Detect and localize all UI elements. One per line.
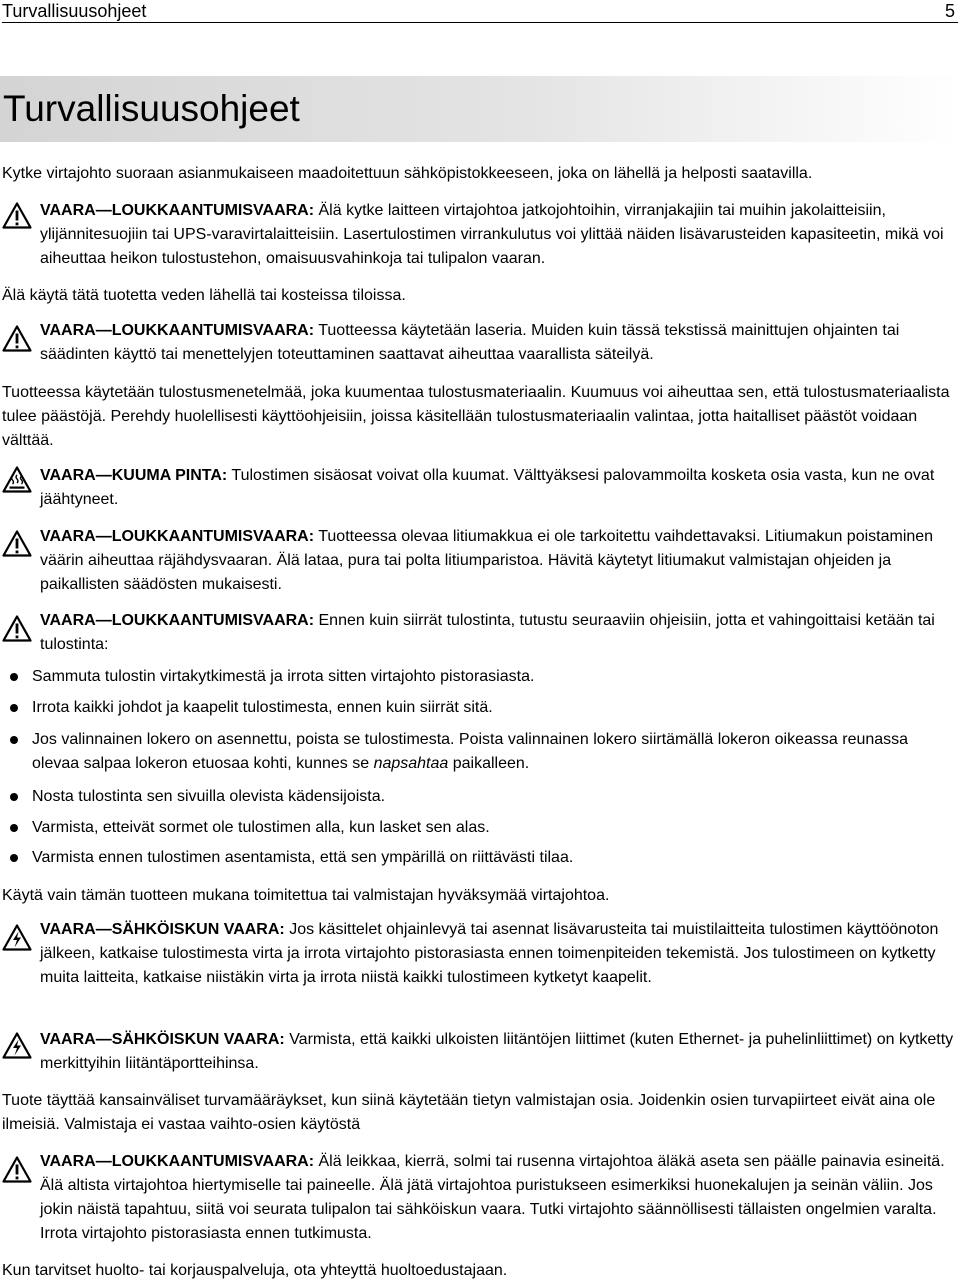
warning-injury-power-cord xyxy=(40,199,958,271)
list-item: Nosta tulostinta sen sivuilla olevista kädensijoista. xyxy=(32,788,386,805)
warning-text: Älä leikkaa, kierrä, solmi tai rusenna virtajohtoa äläkä aseta sen päälle painavia esineitä. Älä altista virtajohtoa hiertymiselle tai paineelle. Älä jätä virtajohtoa puristukseen esimerkiksi huonekalujen ja seinän väliin. Jos jokin näistä tapahtuu, siitä voi seurata tulipalon tai sähköiskun vaara. Tutki virtajohto säännöllisesti tällaisten ongelmien varalta. Irrota virtajohto pistorasiasta ennen tutkimusta. xyxy=(40,1153,945,1242)
electrical-shock-icon xyxy=(2,1032,32,1059)
page-title: Turvallisuusohjeet xyxy=(3,88,300,129)
warning-text: Tuotteessa käytetään laseria. Muiden kuin tässä tekstissä mainittujen ohjainten tai säädinten käyttö tai menettelyjen toteuttaminen saattavat aiheuttaa vaarallista säteilyä. xyxy=(40,322,900,363)
bullet-dot xyxy=(10,793,18,801)
list-item: Sammuta tulostin virtakytkimestä ja irrota sitten virtajohto pistorasiasta. xyxy=(32,668,535,685)
warning-triangle-icon xyxy=(2,530,32,557)
warning-text: Jos käsittelet ohjainlevyä tai asennat lisävarusteita tai muistilaitteita tulostimen käyttöönoton jälkeen, katkaise tulostimesta virta ja irrota virtajohto pistorasiasta ennen toimenpiteiden tekemistä. Jos tulostimeen on kytketty muita laitteita, katkaise niistäkin virta ja irrota niistä kaikki tulostimeen kytketyt kaapelit. xyxy=(40,921,939,986)
standards-paragraph: Tuote täyttää kansainväliset turvamääräykset, kun siinä käytetään tietyn valmistajan osia. Joidenkin osien turvapiirteet eivät aina ole ilmeisiä. Valmistaja ei vastaa vaihto-osien käytöstä xyxy=(2,1092,936,1133)
warning-triangle-icon xyxy=(2,1156,32,1183)
warning-triangle-icon xyxy=(2,202,32,229)
page-number: 5 xyxy=(944,1,955,21)
warning-text: Tuotteessa olevaa litiumakkua ei ole tarkoitettu vaihdettavaksi. Litiumakun poistaminen väärin aiheuttaa räjähdysvaaran. Älä lataa, pura tai polta litiumparistoa. Hävitä käytetyt litiumakut valmistajan ohjeiden ja paikallisten säädösten mukaisesti. xyxy=(40,528,934,593)
warning-label: VAARA—SÄHKÖISKUN VAARA: xyxy=(40,1031,285,1048)
warning-text: Ennen kuin siirrät tulostinta, tutustu seuraaviin ohjeisiin, jotta et vahingoittaisi ketään tai tulostinta: xyxy=(40,612,935,653)
emphasis-text: napsahtaa xyxy=(373,755,449,772)
title-band xyxy=(0,76,960,142)
warning-label: VAARA—LOUKKAANTUMISVAARA: xyxy=(40,322,315,339)
list-item: Varmista, etteivät sormet ole tulostimen alla, kun lasket sen alas. xyxy=(32,819,490,836)
warning-injury-lithium xyxy=(40,525,958,597)
warning-shock-controller xyxy=(40,918,958,990)
list-item: Jos valinnainen lokero on asennettu, poista se tulostimesta. Poista valinnainen lokero siirtämällä lokeron oikeassa reunassa olevaa salpaa lokeron etuosaa kohti, kunnes se napsahtaa paikalleen. xyxy=(32,731,909,772)
electrical-shock-icon xyxy=(2,924,32,951)
list-item: Varmista ennen tulostimen asentamista, että sen ympärillä on riittävästi tilaa. xyxy=(32,849,574,866)
bullet-dot xyxy=(10,704,18,712)
moisture-paragraph: Älä käytä tätä tuotetta veden lähellä tai kosteissa tiloissa. xyxy=(2,287,406,304)
bullet-dot xyxy=(10,736,18,744)
intro-paragraph: Kytke virtajohto suoraan asianmukaiseen maadoitettuun sähköpistokkeeseen, joka on lähellä ja helposti saatavilla. xyxy=(2,165,813,182)
service-paragraph: Kun tarvitset huolto- tai korjauspalveluja, ota yhteyttä huoltoedustajaan. xyxy=(2,1262,508,1279)
bullet-dot xyxy=(10,673,18,681)
warning-label: VAARA—LOUKKAANTUMISVAARA: xyxy=(40,1153,315,1170)
warning-triangle-icon xyxy=(2,615,32,642)
warning-text: Varmista, että kaikki ulkoisten liitäntöjen liittimet (kuten Ethernet- ja puhelinliittimet) on kytketty merkittyihin liitäntäportteihinsa. xyxy=(40,1031,954,1072)
warning-injury-laser xyxy=(40,319,958,367)
bullet-dot xyxy=(10,854,18,862)
warning-text: Älä kytke laitteen virtajohtoa jatkojohtoihin, virranjakajiin tai muihin jakolaitteisiin, ylijännitesuojiin tai UPS-varavirtalaitteisiin. Lasertulostimen virrankulutus voi ylittää näiden lisävarusteiden kapasiteetin, mikä voi aiheuttaa heikon tulostustehon, omaisuusvahinkoja tai tulipalon vaaran. xyxy=(40,202,944,267)
warning-text: Tulostimen sisäosat voivat olla kuumat. Välttyäksesi palovammoilta kosketa osia vasta, kun ne ovat jäähtyneet. xyxy=(40,467,935,508)
heating-process-paragraph: Tuotteessa käytetään tulostusmenetelmää, joka kuumentaa tulostusmateriaalin. Kuumuus voi aiheuttaa sen, että tulostusmateriaalista tulee päästöjä. Perehdy huolellisesti käyttöohjeisiin, joissa käsitellään tulostusmateriaalin valintaa, jotta haitalliset päästöt voidaan välttää. xyxy=(2,384,950,449)
warning-label: VAARA—LOUKKAANTUMISVAARA: xyxy=(40,202,315,219)
bullet-dot xyxy=(10,824,18,832)
warning-injury-moving xyxy=(40,609,958,657)
running-header xyxy=(2,0,958,23)
warning-shock-connectors xyxy=(40,1028,958,1076)
header-section-title: Turvallisuusohjeet xyxy=(2,1,147,21)
power-cord-paragraph: Käytä vain tämän tuotteen mukana toimitettua tai valmistajan hyväksymää virtajohtoa. xyxy=(2,887,610,904)
warning-hot-surface xyxy=(40,464,958,512)
warning-triangle-icon xyxy=(2,325,32,352)
hot-surface-icon xyxy=(2,466,32,493)
warning-label: VAARA—KUUMA PINTA: xyxy=(40,467,228,484)
list-item: Irrota kaikki johdot ja kaapelit tulostimesta, ennen kuin siirrät sitä. xyxy=(32,699,493,716)
warning-injury-cord-damage xyxy=(40,1150,958,1246)
warning-label: VAARA—SÄHKÖISKUN VAARA: xyxy=(40,921,285,938)
warning-label: VAARA—LOUKKAANTUMISVAARA: xyxy=(40,612,315,629)
warning-label: VAARA—LOUKKAANTUMISVAARA: xyxy=(40,528,315,545)
